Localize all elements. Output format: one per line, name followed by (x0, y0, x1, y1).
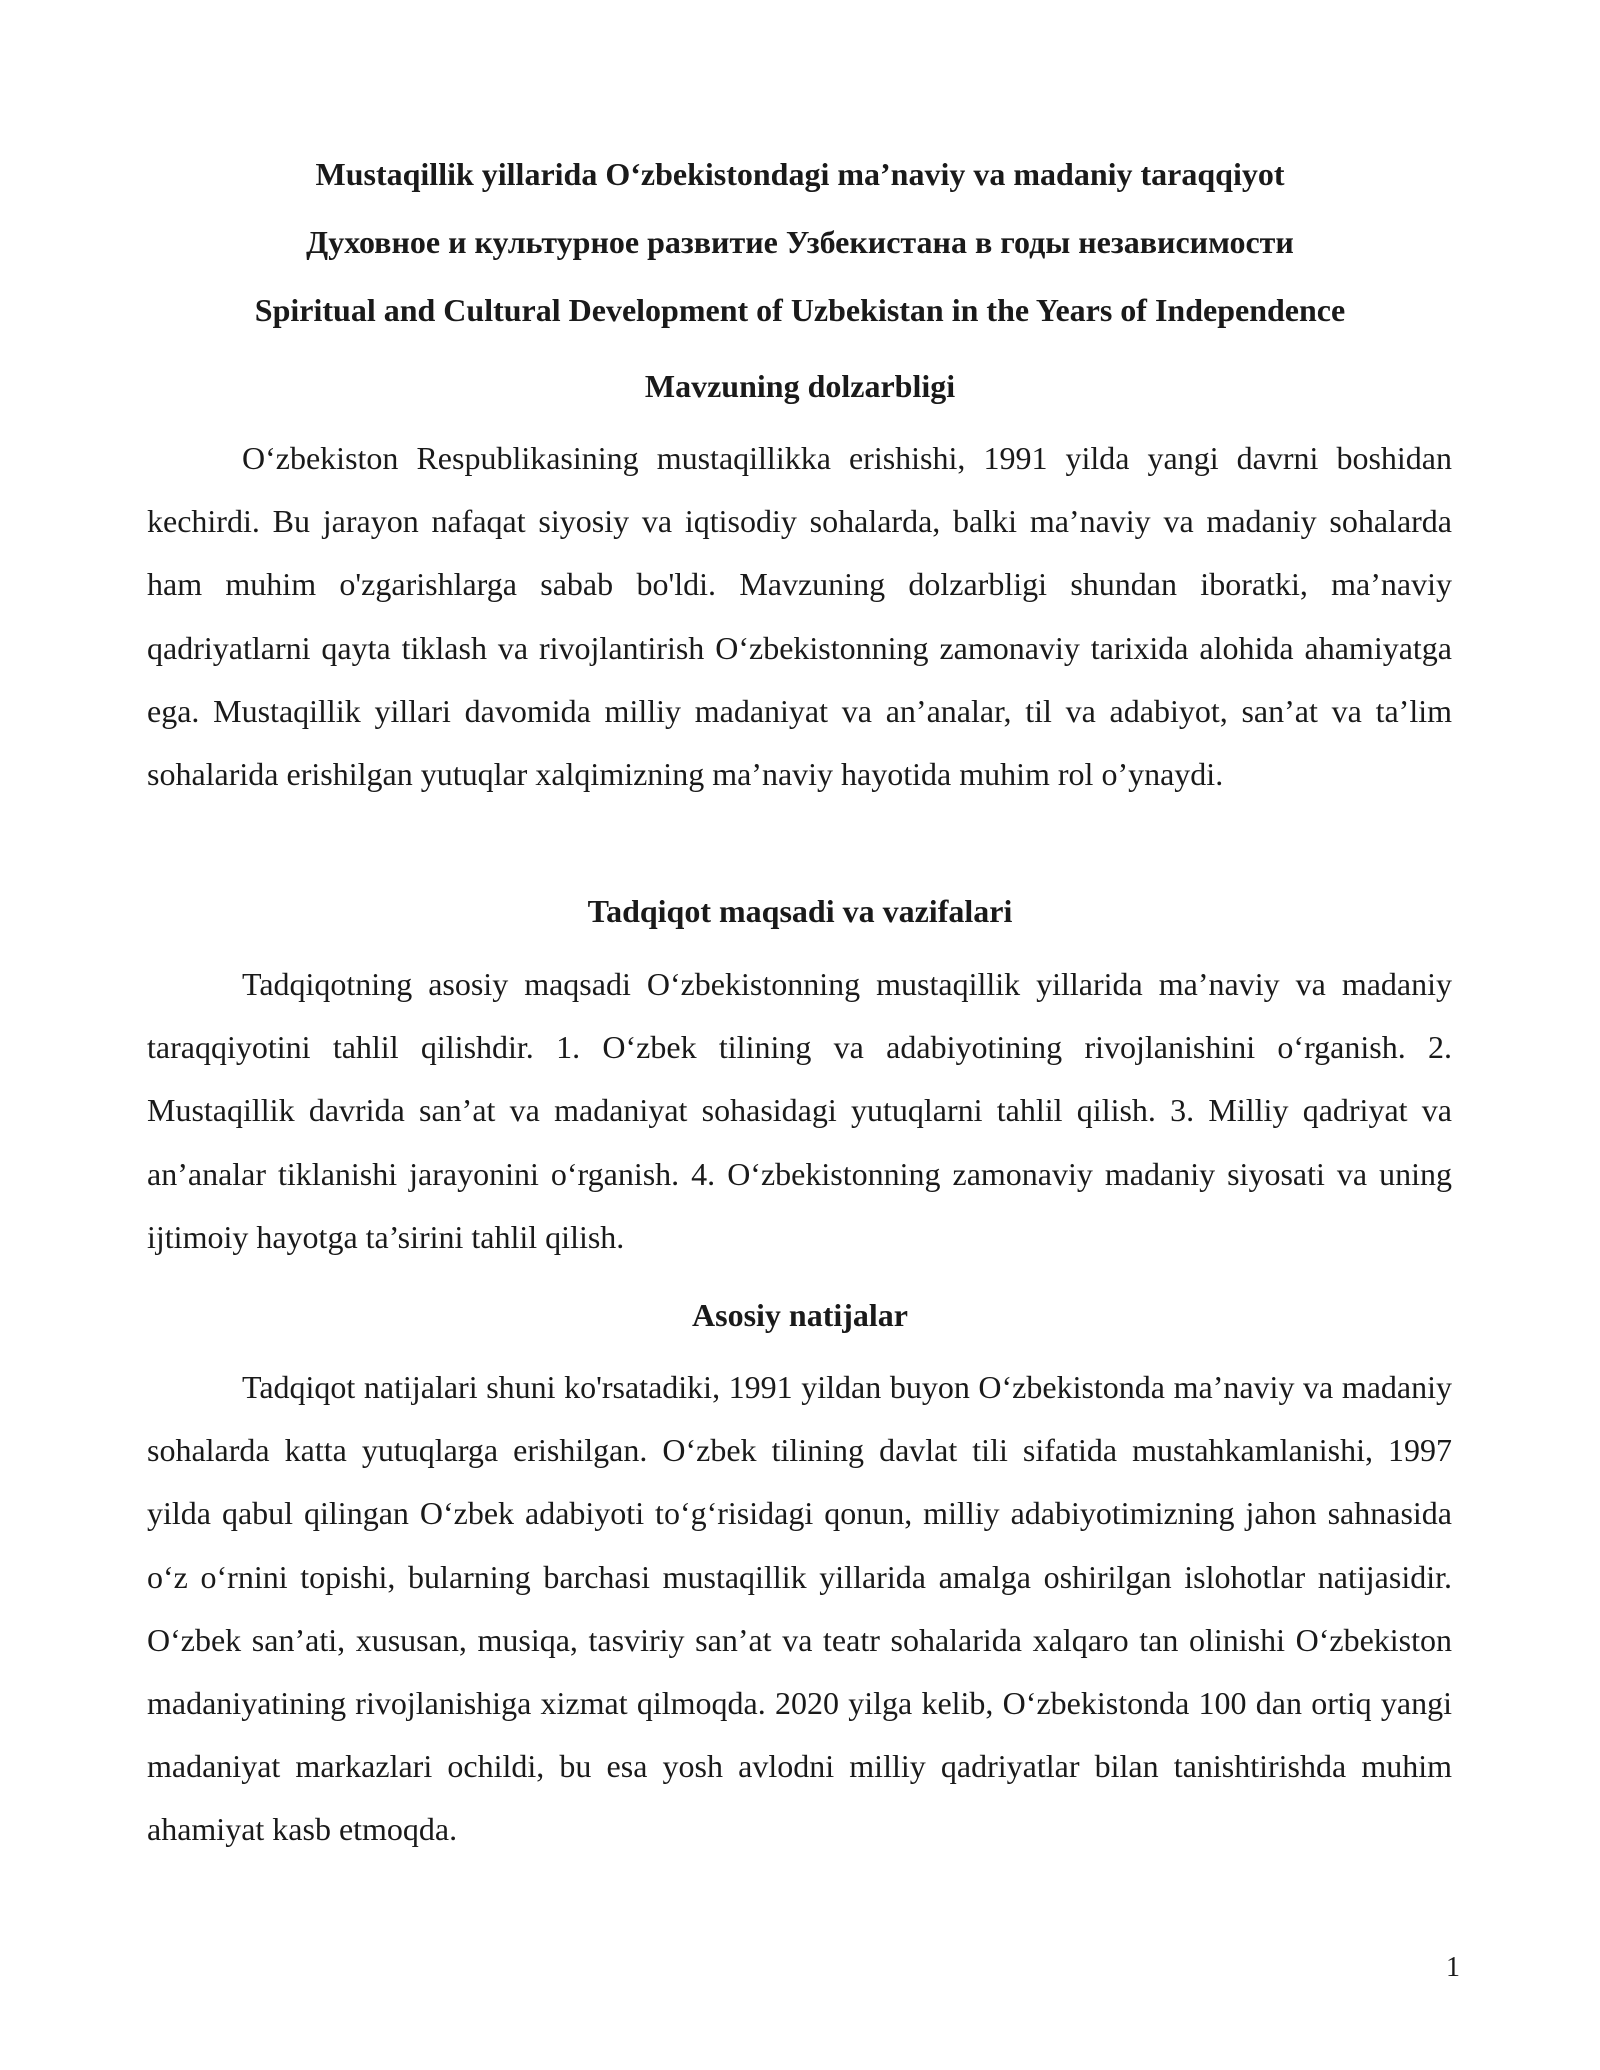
title-uzbek: Mustaqillik yillarida O‘zbekistondagi ma’naviy va madaniy taraqqiyot (315, 156, 1285, 192)
paragraph-goals: Tadqiqotning asosiy maqsadi O‘zbekistonning mustaqillik yillarida ma’naviy va madaniy taraqqiyotini tahlil qilishdir. 1. O‘zbek tilining va adabiyotining rivojlanishini o‘rganish. 2. Mustaqillik davrida san’at va madaniyat sohasidagi yutuqlarni tahlil qilish. 3. Milliy qadriyat va an’analar tiklanishi jarayonini o‘rganish. 4. O‘zbekistonning zamonaviy madaniy siyosati va uning ijtimoiy hayotga ta’sirini tahlil qilish. (147, 966, 1452, 1255)
title-block (140, 140, 1460, 344)
paragraph-relevance: O‘zbekiston Respublikasining mustaqillikka erishishi, 1991 yilda yangi davrni boshidan kechirdi. Bu jarayon nafaqat siyosiy va iqtisodiy sohalarda, balki ma’naviy va madaniy sohalarda ham muhim o'zgarishlarga sabab bo'ldi. Mavzuning dolzarbligi shundan iboratki, ma’naviy qadriyatlarni qayta tiklash va rivojlantirish O‘zbekistonning zamonaviy tarixida alohida ahamiyatga ega. Mustaqillik yillari davomida milliy madaniyat va an’analar, til va adabiyot, san’at va ta’lim sohalarida erishilgan yutuqlar xalqimizning ma’naviy hayotida muhim rol o’ynaydi. (147, 440, 1452, 793)
title-english: Spiritual and Cultural Development of Uzbekistan in the Years of Independence (254, 292, 1346, 328)
section-heading-goals: Tadqiqot maqsadi va vazifalari (587, 893, 1013, 929)
section-heading-relevance: Mavzuning dolzarbligi (644, 368, 956, 404)
paragraph-results: Tadqiqot natijalari shuni ko'rsatadiki, 1991 yildan buyon O‘zbekistonda ma’naviy va madaniy sohalarda katta yutuqlarga erishilgan. O‘zbek tilining davlat tili sifatida mustahkamlanishi, 1997 yilda qabul qilingan O‘zbek adabiyoti to‘g‘risidagi qonun, milliy adabiyotimizning jahon sahnasida o‘z o‘rnini topishi, bularning barchasi mustaqillik yillarida amalga oshirilgan islohotlar natijasidir. O‘zbek san’ati, xususan, musiqa, tasviriy san’at va teatr sohalarida xalqaro tan olinishi O‘zbekiston madaniyatining rivojlanishiga xizmat qilmoqda. 2020 yilga kelib, O‘zbekistonda 100 dan ortiq yangi madaniyat markazlari ochildi, bu esa yosh avlodni milliy qadriyatlar bilan tanishtirishda muhim ahamiyat kasb etmoqda. (147, 1369, 1452, 1848)
title-russian: Духовное и культурное развитие Узбекистана в годы независимости (306, 224, 1294, 260)
section-heading-results: Asosiy natijalar (692, 1297, 908, 1333)
page-number: 1 (1446, 1952, 1460, 1983)
